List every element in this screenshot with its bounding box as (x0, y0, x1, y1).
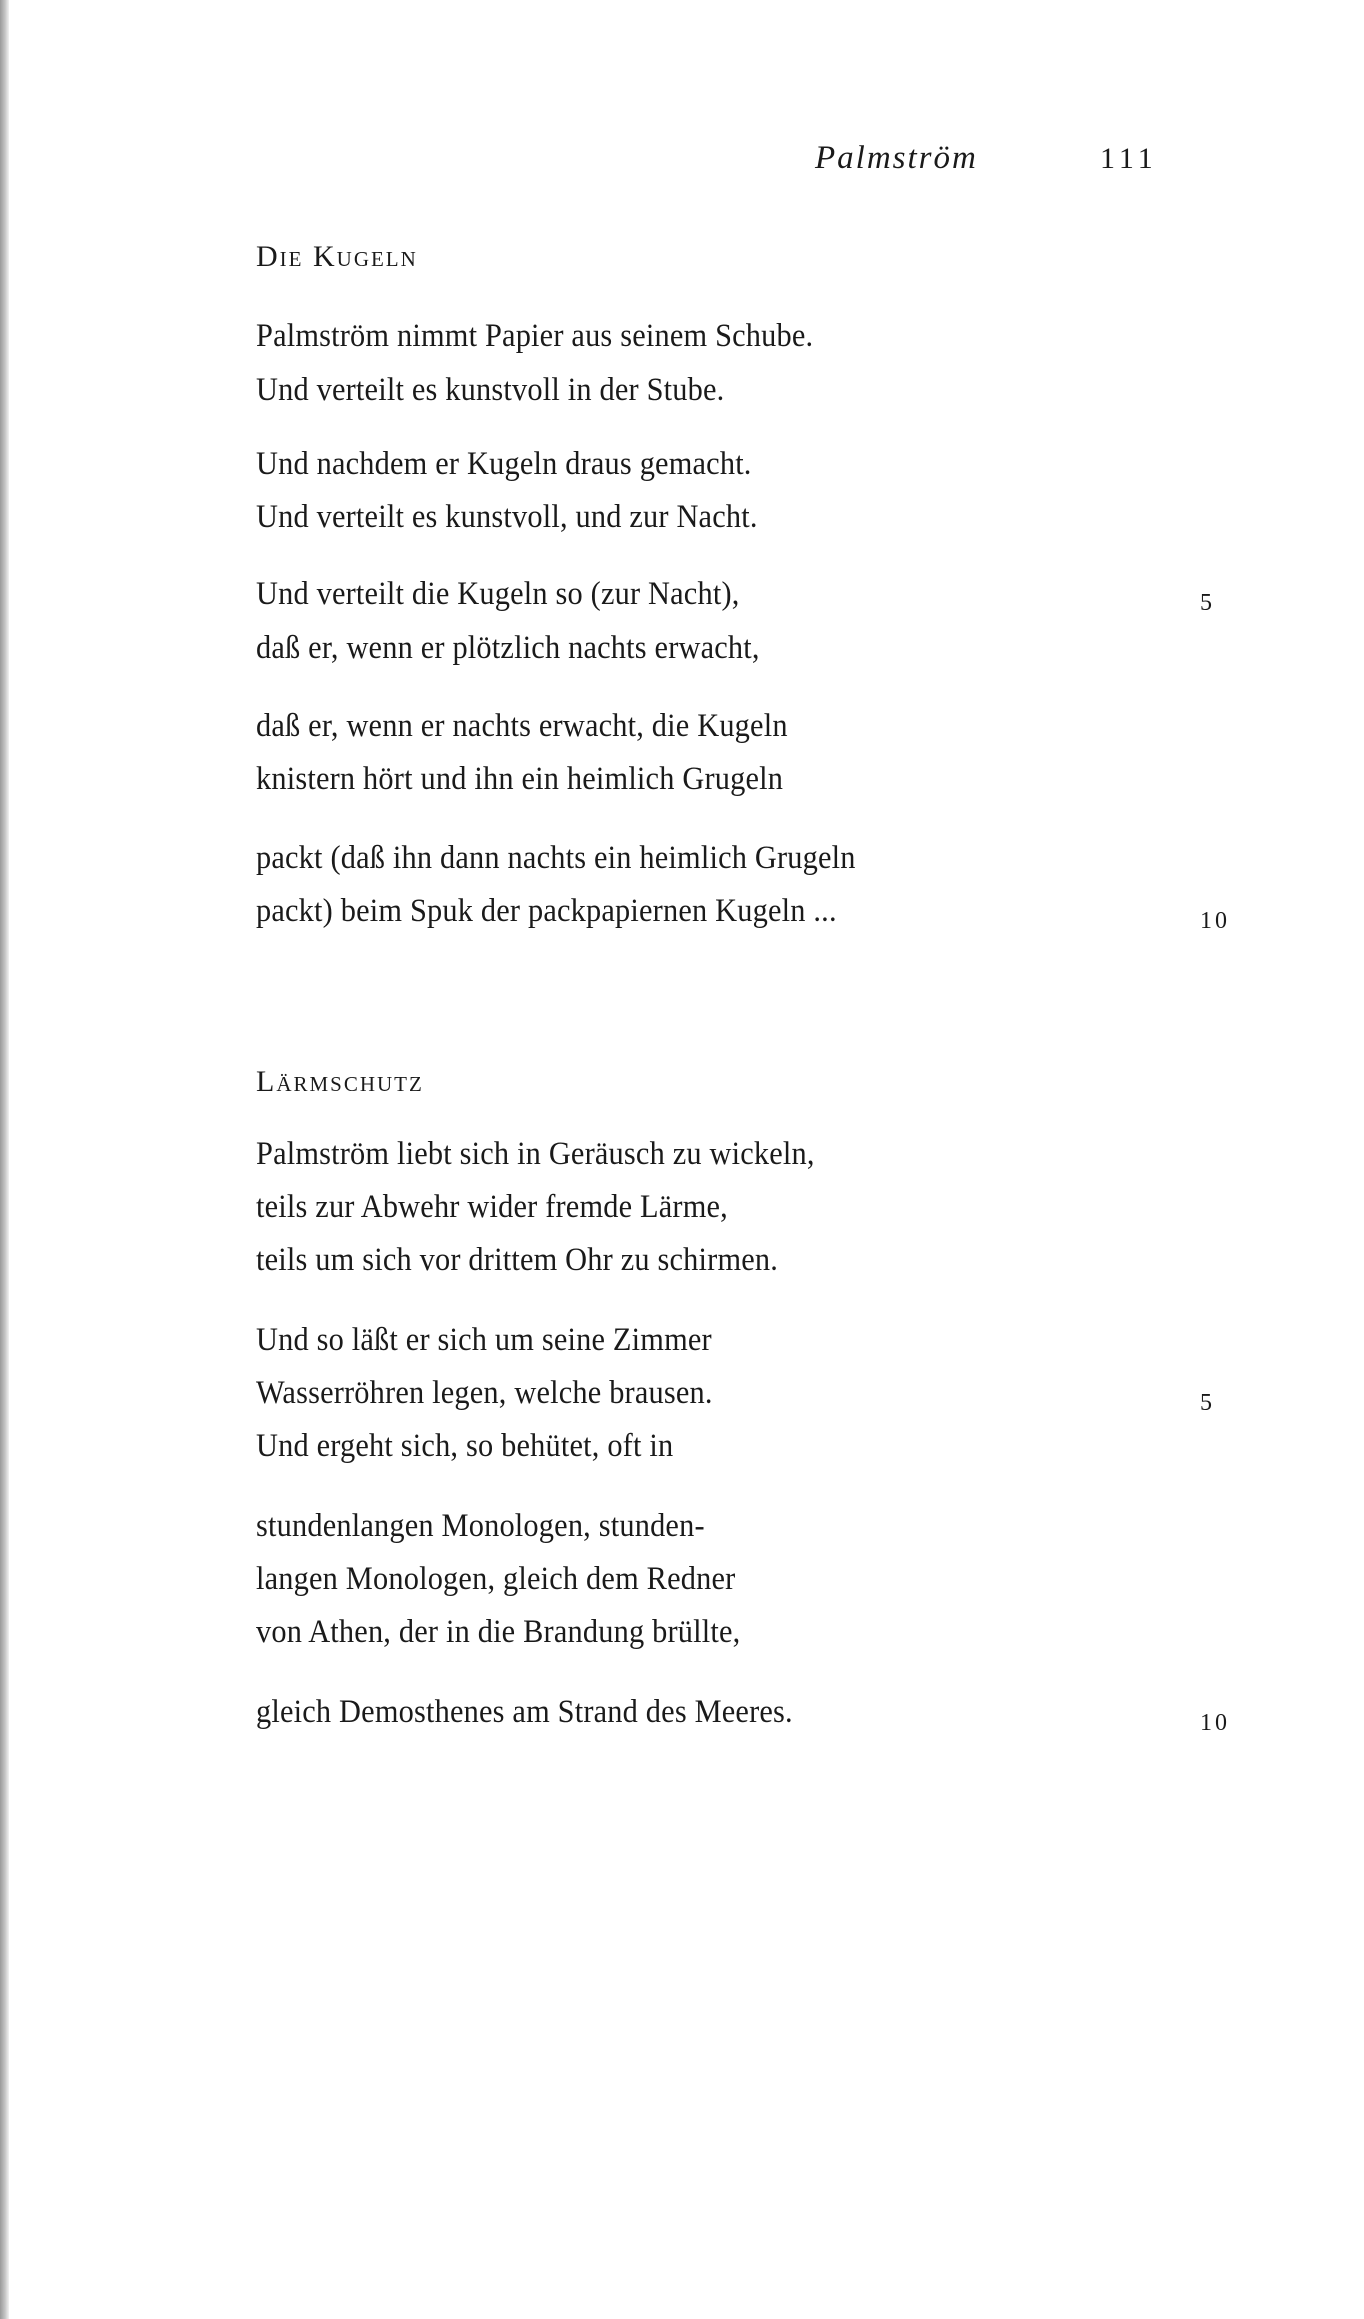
poem-line: gleich Demosthenes am Strand des Meeres. (256, 1694, 793, 1730)
poem-line: daß er, wenn er plötzlich nachts erwacht, (256, 630, 760, 666)
poem-line: Und so läßt er sich um seine Zimmer (256, 1322, 712, 1358)
poem-title: Die Kugeln (256, 240, 418, 273)
poem-line: teils um sich vor drittem Ohr zu schirmen. (256, 1242, 779, 1278)
poem-title: Lärmschutz (256, 1065, 424, 1098)
poem-line: langen Monologen, gleich dem Redner (256, 1561, 736, 1597)
line-number: 10 (1200, 1710, 1230, 1736)
poem-line: daß er, wenn er nachts erwacht, die Kugeln (256, 708, 788, 744)
poem-line: Palmström nimmt Papier aus seinem Schube. (256, 318, 814, 354)
line-number: 10 (1200, 908, 1230, 934)
poem-line: Und verteilt es kunstvoll, und zur Nacht. (256, 499, 758, 535)
running-head-title: Palmström (815, 140, 978, 176)
running-head (0, 140, 1364, 190)
poem-line: stundenlangen Monologen, stunden- (256, 1508, 705, 1544)
poem-line: Und ergeht sich, so behütet, oft in (256, 1428, 674, 1464)
poem-line: Wasserröhren legen, welche brausen. (256, 1375, 713, 1411)
line-number: 5 (1200, 1390, 1215, 1416)
poem-line: packt) beim Spuk der packpapiernen Kugeln ... (256, 893, 837, 929)
poem-line: Und nachdem er Kugeln draus gemacht. (256, 446, 752, 482)
line-number: 5 (1200, 590, 1215, 616)
poem-line: Und verteilt es kunstvoll in der Stube. (256, 372, 725, 408)
poem-line: knistern hört und ihn ein heimlich Grugeln (256, 761, 784, 797)
poem-line: Palmström liebt sich in Geräusch zu wickeln, (256, 1136, 815, 1172)
poem-line: teils zur Abwehr wider fremde Lärme, (256, 1189, 728, 1225)
poem-line: packt (daß ihn dann nachts ein heimlich Grugeln (256, 840, 856, 876)
poem-line: Und verteilt die Kugeln so (zur Nacht), (256, 576, 740, 612)
poem-line: von Athen, der in die Brandung brüllte, (256, 1614, 741, 1650)
page-number: 111 (1100, 142, 1158, 175)
page-gutter-shadow (0, 0, 9, 2319)
